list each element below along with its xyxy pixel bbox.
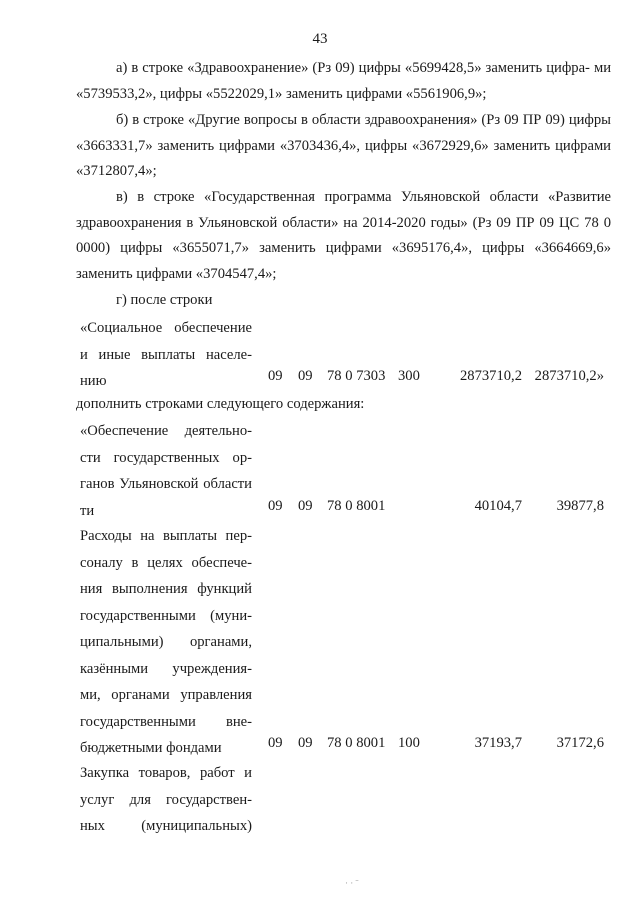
desc-line: «Обеспечение деятельно- bbox=[80, 423, 252, 439]
row-description bbox=[80, 418, 252, 524]
desc-line: услуг для государствен- bbox=[80, 791, 252, 808]
paragraph-b-line1: б) в строке «Другие вопросы в области здравоохранения» (Рз 09 ПР 09) bbox=[116, 112, 565, 128]
paragraph-v-line3: ЦС 78 0 0000) цифры «3655071,7» заменить цифрами «3695176,4», цифры bbox=[76, 214, 611, 256]
paragraph-a-line2: ми «5739533,2», цифры «5522029,1» заменить цифрами «5561906,9»; bbox=[76, 60, 612, 102]
paragraph-a-line1: а) в строке «Здравоохранение» (Рз 09) цифры «5699428,5» заменить цифра- bbox=[116, 60, 590, 76]
paragraph-v-line1: в) в строке «Государственная программа Ульяновской области «Развитие bbox=[116, 189, 611, 205]
cell-value-2: 2873710,2» bbox=[534, 368, 604, 384]
row-description bbox=[80, 315, 252, 395]
desc-line: государственными (муни- bbox=[80, 607, 252, 624]
desc-line: и иные выплаты населе- bbox=[80, 346, 252, 363]
scan-speck: · · ˉ bbox=[345, 878, 359, 888]
cell-cs: 78 0 7303 bbox=[327, 368, 386, 384]
desc-line: соналу в целях обеспече- bbox=[80, 554, 252, 571]
desc-line: ганов Ульяновской области bbox=[80, 476, 252, 492]
cell-pr: 09 bbox=[298, 498, 313, 514]
desc-line: ния выполнения функций bbox=[80, 581, 252, 597]
desc-line: нию bbox=[80, 373, 107, 389]
cell-value-2: 37172,6 bbox=[556, 735, 604, 751]
paragraph-g bbox=[76, 288, 611, 314]
desc-line: «Социальное обеспечение bbox=[80, 320, 252, 336]
desc-line: ципальными) органами, bbox=[80, 634, 252, 650]
row-description bbox=[80, 523, 252, 762]
desc-line: Расходы на выплаты пер- bbox=[80, 528, 252, 544]
cell-value-1: 40104,7 bbox=[474, 498, 522, 514]
desc-line: казёнными учреждения- bbox=[80, 660, 252, 677]
cell-cs: 78 0 8001 bbox=[327, 498, 386, 514]
paragraph-g-line1: г) после строки bbox=[116, 292, 213, 308]
add-rows-text: дополнить строками следующего содержания: bbox=[76, 396, 365, 412]
cell-vr: 300 bbox=[398, 368, 420, 384]
cell-value-1: 2873710,2 bbox=[459, 368, 522, 384]
page-number: 43 bbox=[312, 31, 328, 47]
cell-rz: 09 bbox=[268, 498, 283, 514]
cell-rz: 09 bbox=[268, 368, 283, 384]
paragraph-v bbox=[76, 185, 611, 287]
paragraph-a bbox=[76, 56, 611, 107]
desc-line: ных (муниципальных) bbox=[80, 818, 252, 834]
paragraph-v-line2: здравоохранения в Ульяновской области» на 2014-2020 годы» (Рз 09 ПР 09 bbox=[76, 214, 555, 231]
paragraph-b-line2: цифры «3663331,7» заменить цифрами «3703436,4», цифры «3672929,6» заменить bbox=[76, 112, 611, 154]
paragraph-b-line3: цифрами «3712807,4»; bbox=[76, 137, 611, 179]
cell-pr: 09 bbox=[298, 368, 313, 384]
desc-line: Закупка товаров, работ и bbox=[80, 765, 252, 781]
cell-cs: 78 0 8001 bbox=[327, 735, 386, 751]
cell-rz: 09 bbox=[268, 735, 283, 751]
desc-line: сти государственных ор- bbox=[80, 449, 252, 466]
desc-line: ми, органами управления bbox=[80, 687, 252, 703]
cell-pr: 09 bbox=[298, 735, 313, 751]
desc-line: бюджетными фондами bbox=[80, 740, 222, 756]
cell-value-2: 39877,8 bbox=[556, 498, 604, 514]
cell-value-1: 37193,7 bbox=[474, 735, 522, 751]
paragraph-v-line4: «3664669,6» заменить цифрами «3704547,4»; bbox=[76, 240, 611, 282]
row-description bbox=[80, 760, 252, 840]
desc-line: государственными вне- bbox=[80, 713, 252, 730]
cell-vr: 100 bbox=[398, 735, 420, 751]
paragraph-b bbox=[76, 108, 611, 185]
desc-line: ти bbox=[80, 502, 95, 519]
